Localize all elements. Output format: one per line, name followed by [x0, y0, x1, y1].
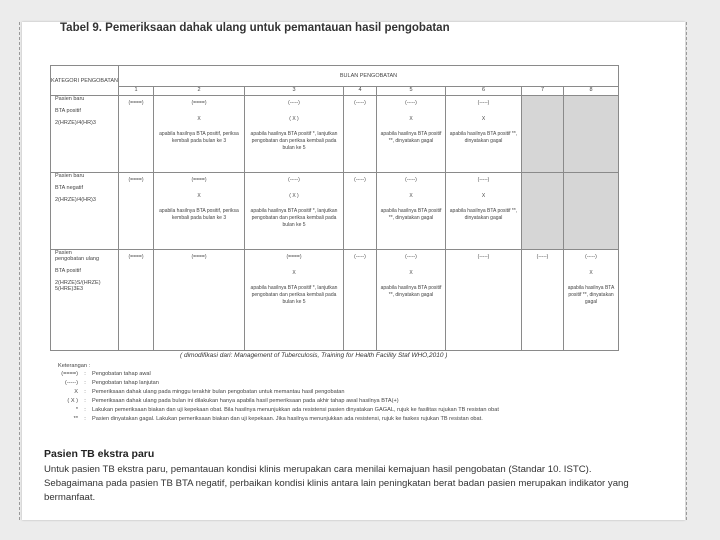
legend-text: Pasien dinyatakan gagal. Lakukan pemeriksaan biakan dan uji kepekaan. Jika hasilnya menunjukkan ada resistensi, rujuk ke faskes rujukan TB resistan obat. — [92, 416, 483, 422]
month-cell — [344, 96, 377, 173]
month-cell — [377, 172, 446, 250]
month-cell — [564, 172, 619, 250]
month-number-4: 4 — [344, 87, 377, 96]
month-cell — [564, 250, 619, 351]
cell-note: apabila hasilnya BTA positif *, lanjutkan pengobatan dan periksa kembali pada bulan ke 5 — [250, 285, 338, 306]
category-line: Pasien baru — [55, 172, 85, 179]
month-cell — [245, 172, 344, 250]
phase-mark: (====) — [128, 100, 144, 107]
phase-mark: (-----) — [585, 254, 597, 261]
exam-mark: ( X ) — [289, 116, 299, 123]
month-cell — [446, 96, 522, 173]
legend-text: Pengobatan tahap awal — [92, 371, 151, 377]
keterangan-title: Keterangan : — [58, 363, 91, 369]
table-title: Tabel 9. Pemeriksaan dahak ulang untuk pemantauan hasil pengobatan — [60, 22, 450, 34]
phase-mark: (-----) — [354, 100, 366, 107]
legend-colon: : — [84, 407, 86, 413]
category-line: pengobatan ulang — [55, 256, 100, 263]
phase-mark: (-----) — [354, 176, 366, 183]
phase-mark: (-----) — [288, 176, 300, 183]
cell-note: apabila hasilnya BTA positif, periksa kembali pada bulan ke 3 — [159, 131, 239, 145]
phase-mark: (====) — [128, 176, 144, 183]
cell-note: apabila hasilnya BTA positif **, dinyatakan gagal — [380, 131, 442, 145]
category-line: 2(HRZE)/4(HR)3 — [55, 120, 96, 127]
month-cell — [522, 172, 564, 250]
month-cell — [344, 250, 377, 351]
category-line: BTA positif — [55, 108, 81, 115]
legend-colon: : — [84, 416, 86, 422]
legend-text: Pemeriksaan dahak ulang pada minggu terakhir bulan pengobatan untuk memantau hasil pengobatan — [92, 389, 345, 395]
month-cell — [522, 96, 564, 173]
category-line: 2(HRZE)/4(HR)3 — [55, 196, 96, 203]
exam-mark: X — [481, 192, 486, 199]
category-cell — [51, 250, 119, 351]
cell-note: apabila hasilnya BTA positif **, dinyatakan gagal — [380, 207, 442, 221]
cell-note: apabila hasilnya BTA positif **, dinyatakan gagal — [567, 285, 615, 306]
phase-mark: (-----) — [477, 176, 490, 183]
month-number-3: 3 — [245, 87, 344, 96]
exam-mark: X — [481, 116, 486, 123]
month-cell — [245, 96, 344, 173]
exam-mark: ( X ) — [289, 192, 299, 199]
table-row — [51, 172, 619, 250]
legend-colon: : — [84, 371, 86, 377]
phase-mark: (====) — [191, 176, 207, 183]
month-cell — [377, 96, 446, 173]
category-line: Pasien — [55, 250, 72, 257]
category-line: 5(HRE)3E3 — [55, 286, 84, 293]
month-cell — [446, 172, 522, 250]
keterangan-legend — [58, 363, 499, 424]
monitoring-table — [50, 65, 619, 351]
month-number-6: 6 — [446, 87, 522, 96]
phase-mark: (-----) — [405, 100, 417, 107]
month-cell — [154, 250, 245, 351]
section-paragraph: Untuk pasien TB ekstra paru, pemantauan kondisi klinis merupakan cara menilai kemajuan hasil pengobatan (Standar 10. ISTC). Sebagaimana pada pasien TB BTA negatif, perbaikan kondisi klinis antara lain peningkatan berat badan pasien merupakan indikator yang bermanfaat. — [44, 464, 629, 503]
legend-item — [58, 388, 499, 397]
phase-mark: (-----) — [477, 254, 490, 261]
section-title: Pasien TB ekstra paru — [44, 448, 155, 460]
month-number-1: 1 — [119, 87, 154, 96]
legend-symbol: X — [74, 389, 78, 395]
phase-mark: (-----) — [354, 254, 366, 261]
month-cell — [154, 96, 245, 173]
month-number-2: 2 — [154, 87, 245, 96]
exam-mark: X — [197, 116, 201, 123]
legend-colon: : — [84, 398, 86, 404]
left-dashed-line — [19, 22, 20, 520]
month-number-8: 8 — [564, 87, 619, 96]
cell-note: apabila hasilnya BTA positif, periksa kembali pada bulan ke 3 — [159, 207, 239, 221]
category-cell — [51, 172, 119, 250]
month-number-5: 5 — [377, 87, 446, 96]
legend-item — [58, 370, 499, 379]
exam-mark: X — [409, 270, 413, 277]
category-cell — [51, 96, 119, 173]
legend-symbol: (====) — [61, 371, 78, 377]
right-dashed-line — [686, 22, 687, 520]
table-row — [51, 96, 619, 173]
legend-item — [58, 397, 499, 406]
header-kategori: KATEGORI PENGOBATAN — [51, 66, 119, 96]
month-cell — [344, 172, 377, 250]
phase-mark: (====) — [128, 254, 144, 261]
table-row — [51, 250, 619, 351]
month-cell — [377, 250, 446, 351]
month-cell — [245, 250, 344, 351]
exam-mark: X — [589, 270, 593, 277]
legend-text: Pemeriksaan dahak ulang pada bulan ini dilakukan hanya apabila hasil pemeriksaan pada akhir tahap awal hasilnya BTA(+) — [92, 398, 399, 404]
legend-item — [58, 415, 499, 424]
legend-item — [58, 406, 499, 415]
phase-mark: (-----) — [405, 254, 417, 261]
phase-mark: (-----) — [288, 100, 300, 107]
month-cell — [119, 172, 154, 250]
month-cell — [564, 96, 619, 173]
cell-note: apabila hasilnya BTA positif **, dinyatakan gagal — [449, 207, 518, 221]
phase-mark: (-----) — [405, 176, 417, 183]
phase-mark: (-----) — [477, 100, 490, 107]
month-cell — [119, 96, 154, 173]
exam-mark: X — [409, 192, 413, 199]
legend-symbol: ( X ) — [67, 398, 78, 404]
legend-colon: : — [84, 389, 86, 395]
phase-mark: (====) — [286, 254, 302, 261]
month-cell — [446, 250, 522, 351]
cell-note: apabila hasilnya BTA positif *, lanjutkan pengobatan dan periksa kembali pada bulan ke 5 — [250, 207, 338, 228]
cell-note: apabila hasilnya BTA positif **, dinyatakan gagal — [449, 131, 518, 145]
legend-colon: : — [84, 380, 86, 386]
category-line: 2(HRZE)S/(HRZE) — [55, 280, 101, 287]
exam-mark: X — [197, 192, 201, 199]
exam-mark: X — [292, 270, 296, 277]
legend-item — [58, 379, 499, 388]
category-line: BTA positif — [55, 268, 81, 275]
legend-symbol: (-----) — [64, 380, 78, 386]
cell-note: apabila hasilnya BTA positif *, lanjutkan pengobatan dan periksa kembali pada bulan ke 5 — [250, 131, 338, 152]
phase-mark: (-----) — [536, 254, 549, 261]
legend-text: Lakukan pemeriksaan biakan dan uji kepekaan obat. Bila hasilnya menunjukkan ada resistensi pasien dinyatakan GAGAL, rujuk ke fasilitas rujukan TB resistan obat — [92, 407, 499, 413]
legend-symbol: * — [75, 407, 78, 413]
legend-symbol: ** — [73, 416, 78, 422]
month-cell — [119, 250, 154, 351]
table-caption: ( dimodifikasi dari: Management of Tuberculosis, Training for Health Facility Staf WHO,2010 ) — [180, 352, 448, 359]
category-line: Pasien baru — [55, 96, 85, 103]
phase-mark: (====) — [191, 254, 207, 261]
category-line: BTA negatif — [55, 184, 84, 191]
month-cell — [154, 172, 245, 250]
cell-note: apabila hasilnya BTA positif **, dinyatakan gagal — [380, 285, 442, 299]
exam-mark: X — [409, 116, 413, 123]
legend-text: Pengobatan tahap lanjutan — [92, 380, 159, 386]
header-bulan: BULAN PENGOBATAN — [119, 66, 619, 87]
month-number-7: 7 — [522, 87, 564, 96]
phase-mark: (====) — [191, 100, 207, 107]
month-cell — [522, 250, 564, 351]
